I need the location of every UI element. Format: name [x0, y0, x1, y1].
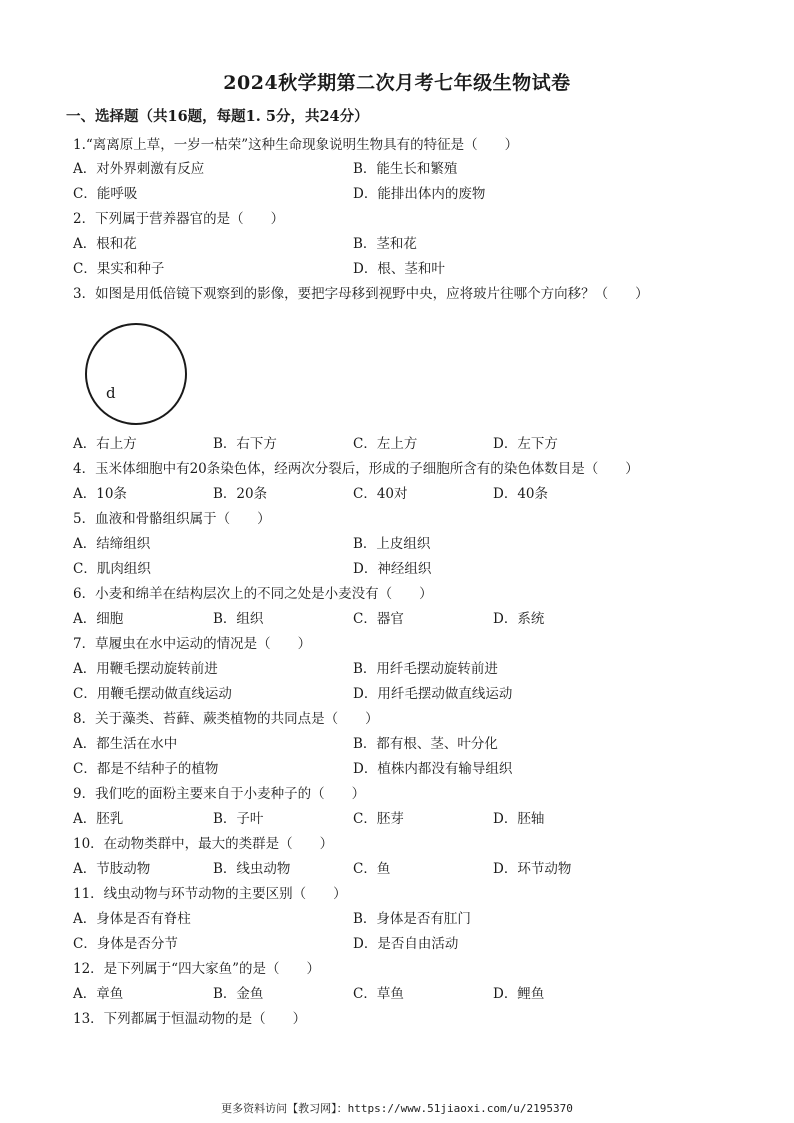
exam-title: 2024秋学期第二次月考七年级生物试卷 [223, 72, 571, 94]
option-a: A．用鞭毛摆动旋转前进 [73, 661, 218, 677]
option-c: C．40对 [353, 486, 408, 502]
question-stem-7: 7．草履虫在水中运动的情况是（ ） [73, 636, 312, 652]
question-stem-3: 3．如图是用低倍镜下观察到的影像，要把字母移到视野中央，应将玻片往哪个方向移？（ ） [73, 286, 649, 302]
question-stem-2: 2．下列属于营养器官的是（ ） [73, 211, 285, 227]
option-d: D．系统 [493, 611, 545, 627]
question-stem-1: 1.“离离原上草，一岁一枯荣”这种生命现象说明生物具有的特征是（ ） [73, 137, 519, 153]
option-b: B．线虫动物 [213, 861, 291, 877]
options-row [73, 657, 753, 677]
option-c: C．左上方 [353, 436, 418, 452]
option-a: A．结缔组织 [73, 536, 151, 552]
option-a: A．10条 [73, 486, 127, 502]
option-c: C．用鞭毛摆动做直线运动 [73, 686, 232, 702]
option-c: C．都是不结种子的植物 [73, 761, 219, 777]
options-row [73, 907, 753, 927]
options-row [73, 257, 753, 277]
options-row [73, 857, 753, 877]
option-b: B．用纤毛摆动旋转前进 [353, 661, 498, 677]
option-d: D．根、茎和叶 [353, 261, 445, 277]
option-d: D．能排出体内的废物 [353, 186, 486, 202]
option-c: C．果实和种子 [73, 261, 165, 277]
option-a: A．章鱼 [73, 986, 124, 1002]
option-d: D．是否自由活动 [353, 936, 459, 952]
options-row [73, 732, 753, 752]
option-c: C．肌肉组织 [73, 561, 151, 577]
question-stem-12: 12．是下列属于“四大家鱼”的是（ ） [73, 961, 320, 977]
question-stem-5: 5．血液和骨骼组织属于（ ） [73, 511, 271, 527]
option-b: B．子叶 [213, 811, 264, 827]
option-c: C．身体是否分节 [73, 936, 178, 952]
options-row [73, 532, 753, 552]
option-d: D．胚轴 [493, 811, 545, 827]
section-heading: 一、选择题（共16题，每题1. 5分，共24分） [66, 108, 369, 125]
option-a: A．对外界刺激有反应 [73, 161, 205, 177]
options-row [73, 432, 753, 452]
question-stem-11: 11．线虫动物与环节动物的主要区别（ ） [73, 886, 347, 902]
option-a: A．根和花 [73, 236, 137, 252]
option-b: B．组织 [213, 611, 264, 627]
option-a: A．细胞 [73, 611, 124, 627]
question-stem-8: 8．关于藻类、苔藓、蕨类植物的共同点是（ ） [73, 711, 379, 727]
figure-letter: d [106, 384, 116, 402]
options-row [73, 682, 753, 702]
option-d: D．植株内都没有输导组织 [353, 761, 513, 777]
options-row [73, 807, 753, 827]
option-b: B．能生长和繁殖 [353, 161, 458, 177]
option-d: D．鲤鱼 [493, 986, 545, 1002]
option-b: B．茎和花 [353, 236, 417, 252]
options-row [73, 482, 753, 502]
options-row [73, 982, 753, 1002]
options-row [73, 557, 753, 577]
options-row [73, 607, 753, 627]
option-b: B．20条 [213, 486, 268, 502]
option-c: C．草鱼 [353, 986, 404, 1002]
option-d: D．左下方 [493, 436, 558, 452]
option-c: C．胚芽 [353, 811, 404, 827]
options-row [73, 757, 753, 777]
footer-link[interactable]: 更多资料访问【教习网】：https://www.51jiaoxi.com/u/2195370 [221, 1102, 573, 1115]
option-a: A．节肢动物 [73, 861, 151, 877]
option-a: A．右上方 [73, 436, 137, 452]
option-c: C．器官 [353, 611, 404, 627]
options-row [73, 157, 753, 177]
question-stem-13: 13．下列都属于恒温动物的是（ ） [73, 1011, 307, 1027]
option-d: D．神经组织 [353, 561, 432, 577]
option-b: B．身体是否有肛门 [353, 911, 471, 927]
option-a: A．身体是否有脊柱 [73, 911, 191, 927]
options-row [73, 932, 753, 952]
question-stem-9: 9．我们吃的面粉主要来自于小麦种子的（ ） [73, 786, 366, 802]
option-a: A．都生活在水中 [73, 736, 178, 752]
options-row [73, 232, 753, 252]
option-b: B．都有根、茎、叶分化 [353, 736, 498, 752]
option-a: A．胚乳 [73, 811, 124, 827]
question-stem-10: 10．在动物类群中，最大的类群是（ ） [73, 836, 334, 852]
microscope-view-figure [84, 322, 188, 426]
question-stem-4: 4．玉米体细胞中有20条染色体，经两次分裂后，形成的子细胞所含有的染色体数目是（ ） [73, 461, 639, 477]
option-b: B．上皮组织 [353, 536, 431, 552]
option-b: B．右下方 [213, 436, 277, 452]
option-c: C．能呼吸 [73, 186, 138, 202]
question-stem-6: 6．小麦和绵羊在结构层次上的不同之处是小麦没有（ ） [73, 586, 433, 602]
options-row [73, 182, 753, 202]
option-b: B．金鱼 [213, 986, 264, 1002]
option-d: D．用纤毛摆动做直线运动 [353, 686, 513, 702]
option-d: D．40条 [493, 486, 549, 502]
option-c: C．鱼 [353, 861, 391, 877]
option-d: D．环节动物 [493, 861, 572, 877]
